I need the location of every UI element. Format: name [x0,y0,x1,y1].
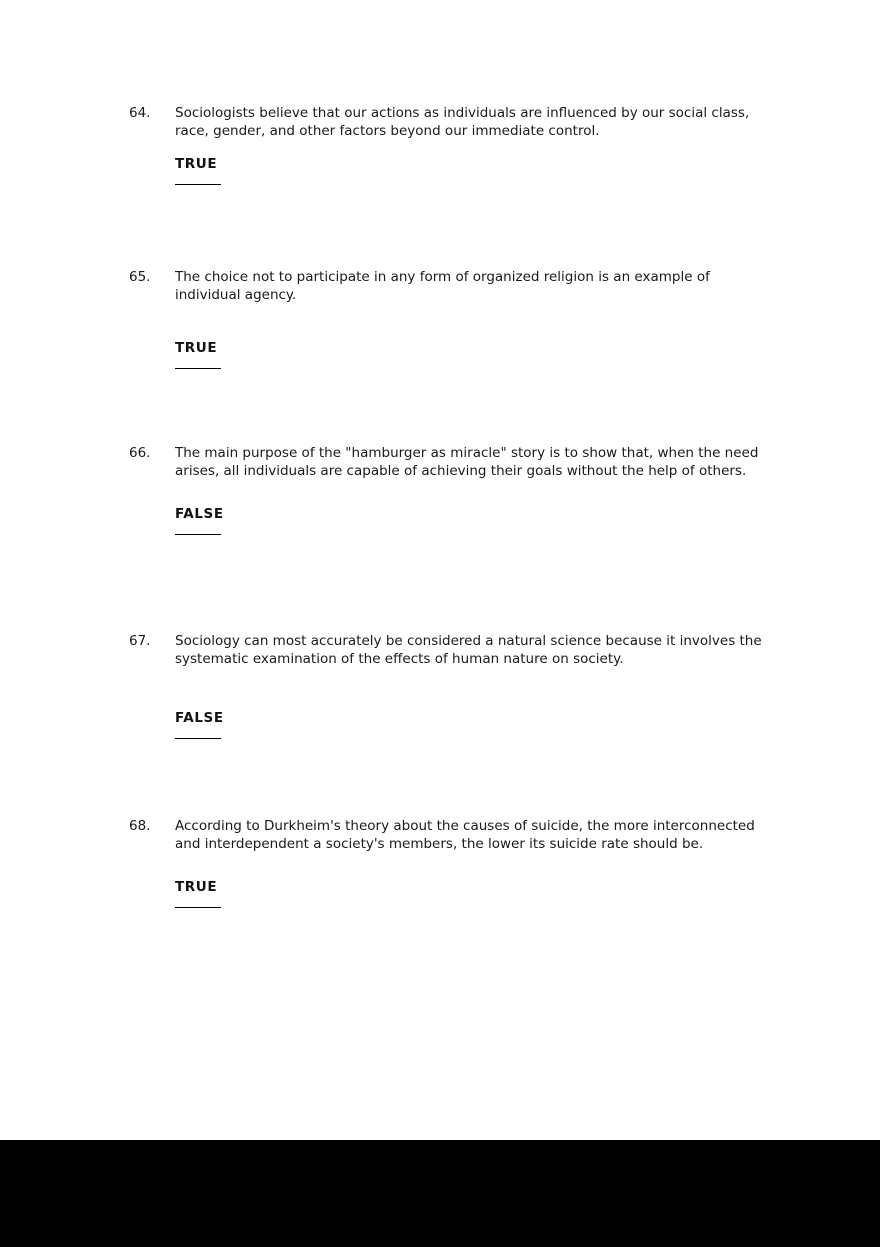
answer-underline [175,184,221,185]
question-text: Sociology can most accurately be considered a natural science because it involves the systematic examination of the effects of human nature on society. [175,633,762,667]
question-number: 66. [129,445,151,461]
answer-underline [175,738,221,739]
question-item-66 [129,445,779,535]
question-item-65 [129,269,779,369]
page-bottom-black-region [0,1140,880,1247]
answer-value: FALSE [175,710,224,726]
question-number: 65. [129,269,151,285]
question-number: 64. [129,105,151,121]
question-text: The choice not to participate in any form of organized religion is an example of individual agency. [175,269,710,303]
answer-value: TRUE [175,340,218,356]
question-number: 68. [129,818,151,834]
question-text: The main purpose of the "hamburger as miracle" story is to show that, when the need arises, all individuals are capable of achieving their goals without the help of others. [175,445,759,479]
answer-underline [175,907,221,908]
answer-value: FALSE [175,506,224,522]
answer-underline [175,534,221,535]
question-number: 67. [129,633,151,649]
answer-underline [175,368,221,369]
answer-value: TRUE [175,156,218,172]
question-item-68 [129,818,779,908]
answer-value: TRUE [175,879,218,895]
question-text: According to Durkheim's theory about the causes of suicide, the more interconnected and interdependent a society's members, the lower its suicide rate should be. [175,818,755,852]
question-item-64 [129,105,779,185]
question-item-67 [129,633,779,739]
question-text: Sociologists believe that our actions as individuals are influenced by our social class, race, gender, and other factors beyond our immediate control. [175,105,750,139]
